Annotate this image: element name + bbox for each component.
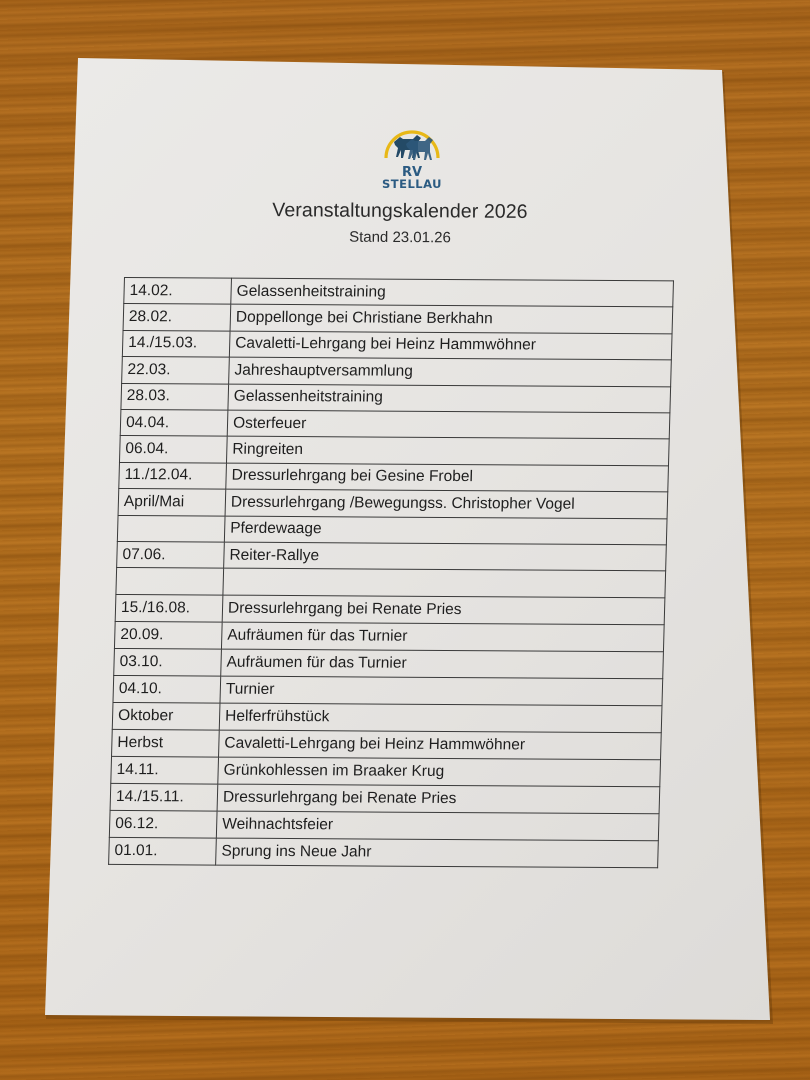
event-name: Dressurlehrgang bei Renate Pries <box>222 595 665 625</box>
event-name: Grünkohlessen im Braaker Krug <box>218 757 661 787</box>
event-name: Weihnachtsfeier <box>216 811 659 841</box>
event-date: 06.04. <box>119 436 227 463</box>
event-row <box>109 837 659 867</box>
event-date: 14.11. <box>111 756 219 784</box>
event-date: 28.02. <box>123 304 231 331</box>
event-row <box>123 304 673 334</box>
event-row <box>121 383 671 413</box>
event-date: 07.06. <box>117 541 225 568</box>
event-date: 04.10. <box>113 675 221 703</box>
event-name: Jahreshauptversammlung <box>229 357 672 386</box>
event-row <box>112 702 662 732</box>
event-name: Sprung ins Neue Jahr <box>216 838 659 868</box>
horses-arch-icon <box>370 120 454 192</box>
event-name: Helferfrühstück <box>219 703 662 733</box>
event-date: 03.10. <box>114 648 222 676</box>
event-date: 14./15.03. <box>122 330 230 357</box>
event-row <box>110 783 660 813</box>
event-row <box>122 330 672 360</box>
event-row <box>124 278 674 308</box>
event-row <box>120 409 670 439</box>
event-name: Turnier <box>220 676 663 706</box>
event-date: Oktober <box>112 702 220 730</box>
event-name: Ringreiten <box>226 436 669 465</box>
event-name: Aufräumen für das Turnier <box>221 622 664 652</box>
event-row <box>109 810 659 840</box>
logo-line2: STELLAU <box>381 177 443 191</box>
event-row <box>119 462 669 492</box>
logo-line1: RV <box>401 165 423 180</box>
event-row <box>116 568 666 598</box>
event-date: 04.04. <box>120 409 228 436</box>
event-name: Pferdewaage <box>224 516 667 545</box>
event-name: Dressurlehrgang bei Renate Pries <box>217 784 660 814</box>
event-name <box>223 568 666 597</box>
event-date: 22.03. <box>122 357 230 384</box>
event-name: Dressurlehrgang bei Gesine Frobel <box>226 463 669 492</box>
event-date: 06.12. <box>109 810 217 838</box>
event-date: 28.03. <box>121 383 229 410</box>
event-date: 20.09. <box>114 621 222 649</box>
event-row <box>118 489 668 519</box>
document-subtitle: Stand 23.01.26 <box>349 228 451 247</box>
event-table-body <box>109 278 674 868</box>
event-table <box>108 277 674 868</box>
event-row <box>114 621 664 651</box>
event-date: 01.01. <box>109 837 217 865</box>
event-date: April/Mai <box>118 489 226 516</box>
event-row <box>117 541 667 571</box>
event-row <box>122 357 672 387</box>
event-date <box>117 515 225 542</box>
event-name: Reiter-Rallye <box>224 542 667 571</box>
event-name: Cavaletti-Lehrgang bei Heinz Hammwöhner <box>229 331 672 360</box>
event-name: Gelassenheitstraining <box>228 384 671 413</box>
document-title: Veranstaltungskalender 2026 <box>272 199 528 223</box>
event-row <box>115 594 665 624</box>
event-row <box>113 675 663 705</box>
event-row <box>119 436 669 466</box>
event-date: 11./12.04. <box>119 462 227 489</box>
event-row <box>114 648 664 678</box>
event-name: Doppellonge bei Christiane Berkhahn <box>230 305 673 334</box>
event-row <box>112 729 662 759</box>
event-date: 14./15.11. <box>110 783 218 811</box>
event-row <box>117 515 667 545</box>
event-date: 15./16.08. <box>115 594 223 622</box>
club-logo <box>370 120 454 192</box>
event-table-wrapper <box>108 277 674 868</box>
event-date: Herbst <box>112 729 220 757</box>
event-name: Gelassenheitstraining <box>231 278 674 307</box>
event-name: Cavaletti-Lehrgang bei Heinz Hammwöhner <box>219 730 662 760</box>
event-name: Aufräumen für das Turnier <box>221 649 664 679</box>
event-row <box>111 756 661 786</box>
event-name: Dressurlehrgang /Bewegungss. Christopher Vogel <box>225 489 668 518</box>
event-name: Osterfeuer <box>227 410 670 439</box>
event-date: 14.02. <box>124 278 232 305</box>
event-date <box>116 568 224 595</box>
